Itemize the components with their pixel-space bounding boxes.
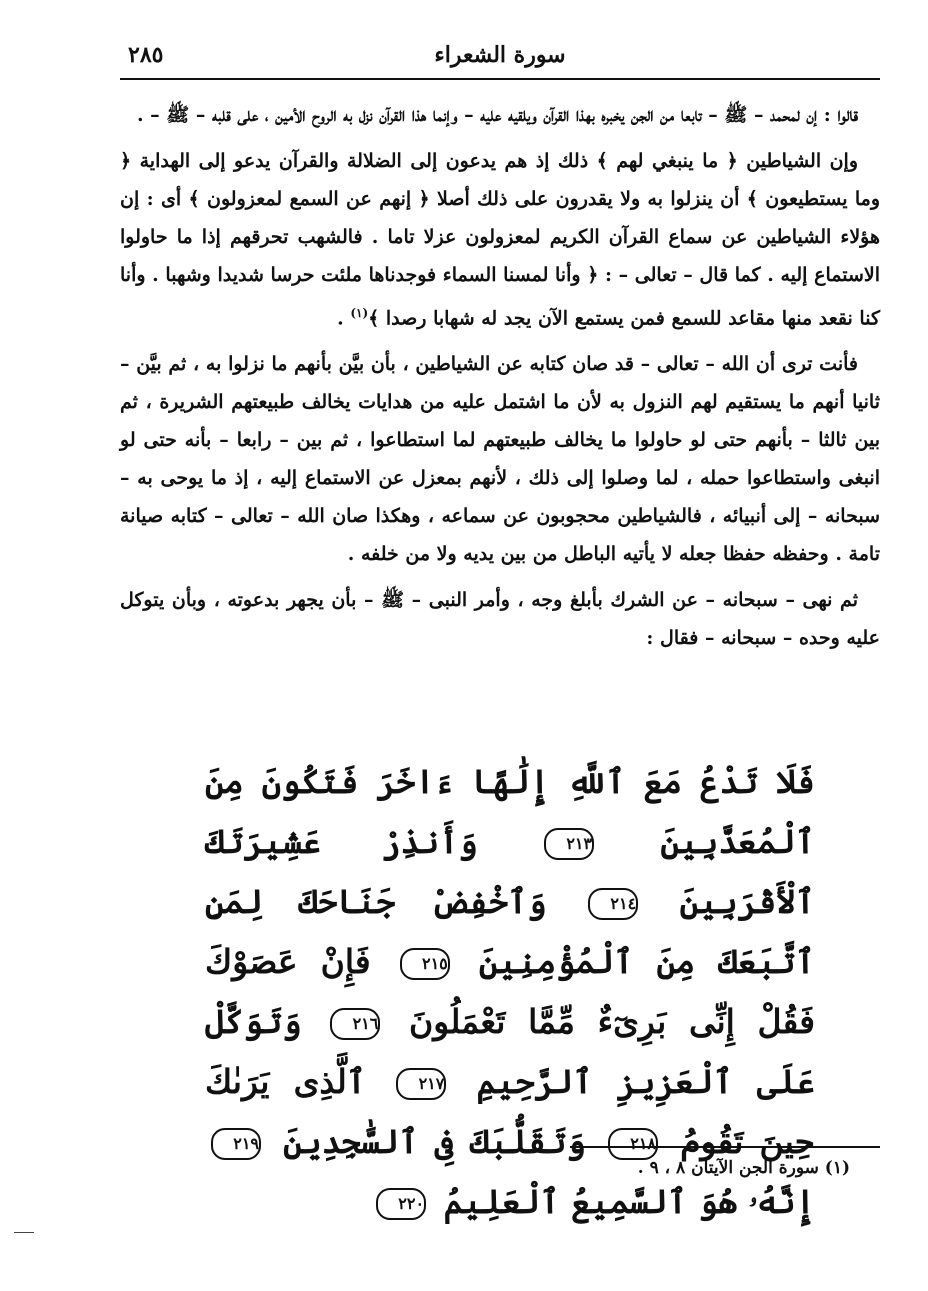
verse-text: وَتَوَكَّلْ عَلَى ٱلْعَزِيزِ ٱلرَّحِيمِ [205,1002,815,1101]
verse-text: وَٱخْفِضْ جَنَاحَكَ لِمَنِ ٱتَّبَعَكَ مِنَ ٱلْمُؤْمِنِينَ [205,882,815,981]
verse-number-marker: ٢١٣ [544,828,594,860]
surah-title: سورة الشعراء [434,42,566,68]
verse-number-marker: ٢١٥ [400,948,450,980]
paragraph: قالوا : إن لمحمد – ﷺ – تابعا من الجن يخبره بهذا القرآن ويلقيه عليه – وإنما هذا القرآن نزل به الروح الأمين ، على قلبه – ﷺ – . [136,104,858,126]
verse-number-marker: ٢١٤ [588,888,638,920]
footnote-divider [570,1146,880,1148]
verse-text: وَتَقَلُّبَكَ فِى ٱلسَّٰجِدِينَ [283,1122,586,1161]
header-divider [120,78,880,80]
page-number: ٢٨٥ [128,42,164,68]
verse-number-marker: ٢١٦ [330,1008,380,1040]
footnote-reference: (١) [350,306,369,320]
verse-text: ٱلَّذِى يَرَىٰكَ حِينَ تَقُومُ [205,1062,815,1161]
verse-number-marker: ٢١٩ [211,1128,261,1160]
scan-mark [14,1232,34,1233]
footnote: (١) سورة الجن الآيتان ٨ ، ٩ . [637,1158,850,1178]
paragraph: وإن الشياطين ﴿ ما ينبغي لهم ﴾ ذلك إذ هم يدعون إلى الضلالة والقرآن يدعو إلى الهداية ﴿ وما يستطيعون ﴾ أن ينزلوا به ولا يقدرون على ذلك أصلا ﴿ إنهم عن السمع لمعزولون ﴾ أى : إن هؤلاء الشياطين عن سماع القرآن الكريم لمعزولون عزلا تاما . فالشهب تحرقهم إذا ما حاولوا الاستماع إليه . كما قال – تعالى – : ﴿ وأنا لمسنا السماء فوجدناها ملئت حرسا شديدا وشهبا . وأنا كنا نقعد منها مقاعد للسمع فمن يستمع الآن يجد له شهابا رصدا ﴾$^{(١)}$ . [120,150,880,330]
verse-text: فَلَا تَدْعُ مَعَ ٱللَّهِ إِلَٰهًا ءَاخَرَ فَتَكُونَ مِنَ ٱلْمُعَذَّبِينَ [205,762,815,861]
verse-text: وَأَنذِرْ عَشِيرَتَكَ ٱلْأَقْرَبِينَ [205,822,815,921]
verse-number-marker: ٢٢٠ [376,1188,426,1220]
page-header [120,34,880,74]
paragraph: ثم نهى – سبحانه – عن الشرك بأبلغ وجه ، وأمر النبى – ﷺ – بأن يجهر بدعوته ، وبأن يتوكل عليه وحده – سبحانه – فقال : [120,589,880,650]
paragraph: فأنت ترى أن الله – تعالى – قد صان كتابه عن الشياطين ، بأن بيَّن بأنهم ما نزلوا به ، ثم بيَّن – ثانيا أنهم ما يستقيم لهم النزول به لأن ما اشتمل عليه من هدايات يخالف طبيعتهم الشريرة ، ثم بين ثالثا – بأنهم حتى لو حاولوا ما يخالف طبيعتهم لما استطاعوا ، ثم بين – رابعا – بأنه حتى لو انبغى واستطاعوا حمله ، لما وصلوا إلى ذلك ، لأنهم بمعزل عن الاستماع إليه ، إذ ما يوحى به – سبحانه – إلى أنبيائه ، فالشياطين محجوبون عن سماعه ، وهكذا صان الله – تعالى – كتابه صيانة تامة . وحفظه حفظا جعله لا يأتيه الباطل من بين يديه ولا من خلفه . [120,353,881,566]
verse-number-marker: ٢١٧ [396,1068,446,1100]
verse-text: إِنَّهُۥ هُوَ ٱلسَّمِيعُ ٱلْعَلِيمُ [443,1182,815,1221]
paragraph-text: وإن الشياطين ﴿ ما ينبغي لهم ﴾ ذلك إذ هم يدعون إلى الضلالة والقرآن يدعو إلى الهداية ﴿ وما يستطيعون ﴾ أن ينزلوا به ولا يقدرون على ذلك أصلا ﴿ إنهم عن السمع لمعزولون ﴾ أى : إن هؤلاء الشياطين عن سماع القرآن الكريم لمعزولون عزلا تاما . فالشهب تحرقهم إذا ما حاولوا الاستماع إليه . كما قال – تعالى – : ﴿ وأنا لمسنا السماء فوجدناها ملئت حرسا شديدا وشهبا . وأنا كنا نقعد منها مقاعد للسمع فمن يستمع الآن يجد له شهابا رصدا ﴾ [120,150,880,330]
verse-number-marker: ٢١٨ [608,1128,658,1160]
commentary-text [120,96,880,665]
verse-text: فَإِنْ عَصَوْكَ فَقُلْ إِنِّى بَرِىٓءٌ مِّمَّا تَعْمَلُونَ [205,942,815,1041]
